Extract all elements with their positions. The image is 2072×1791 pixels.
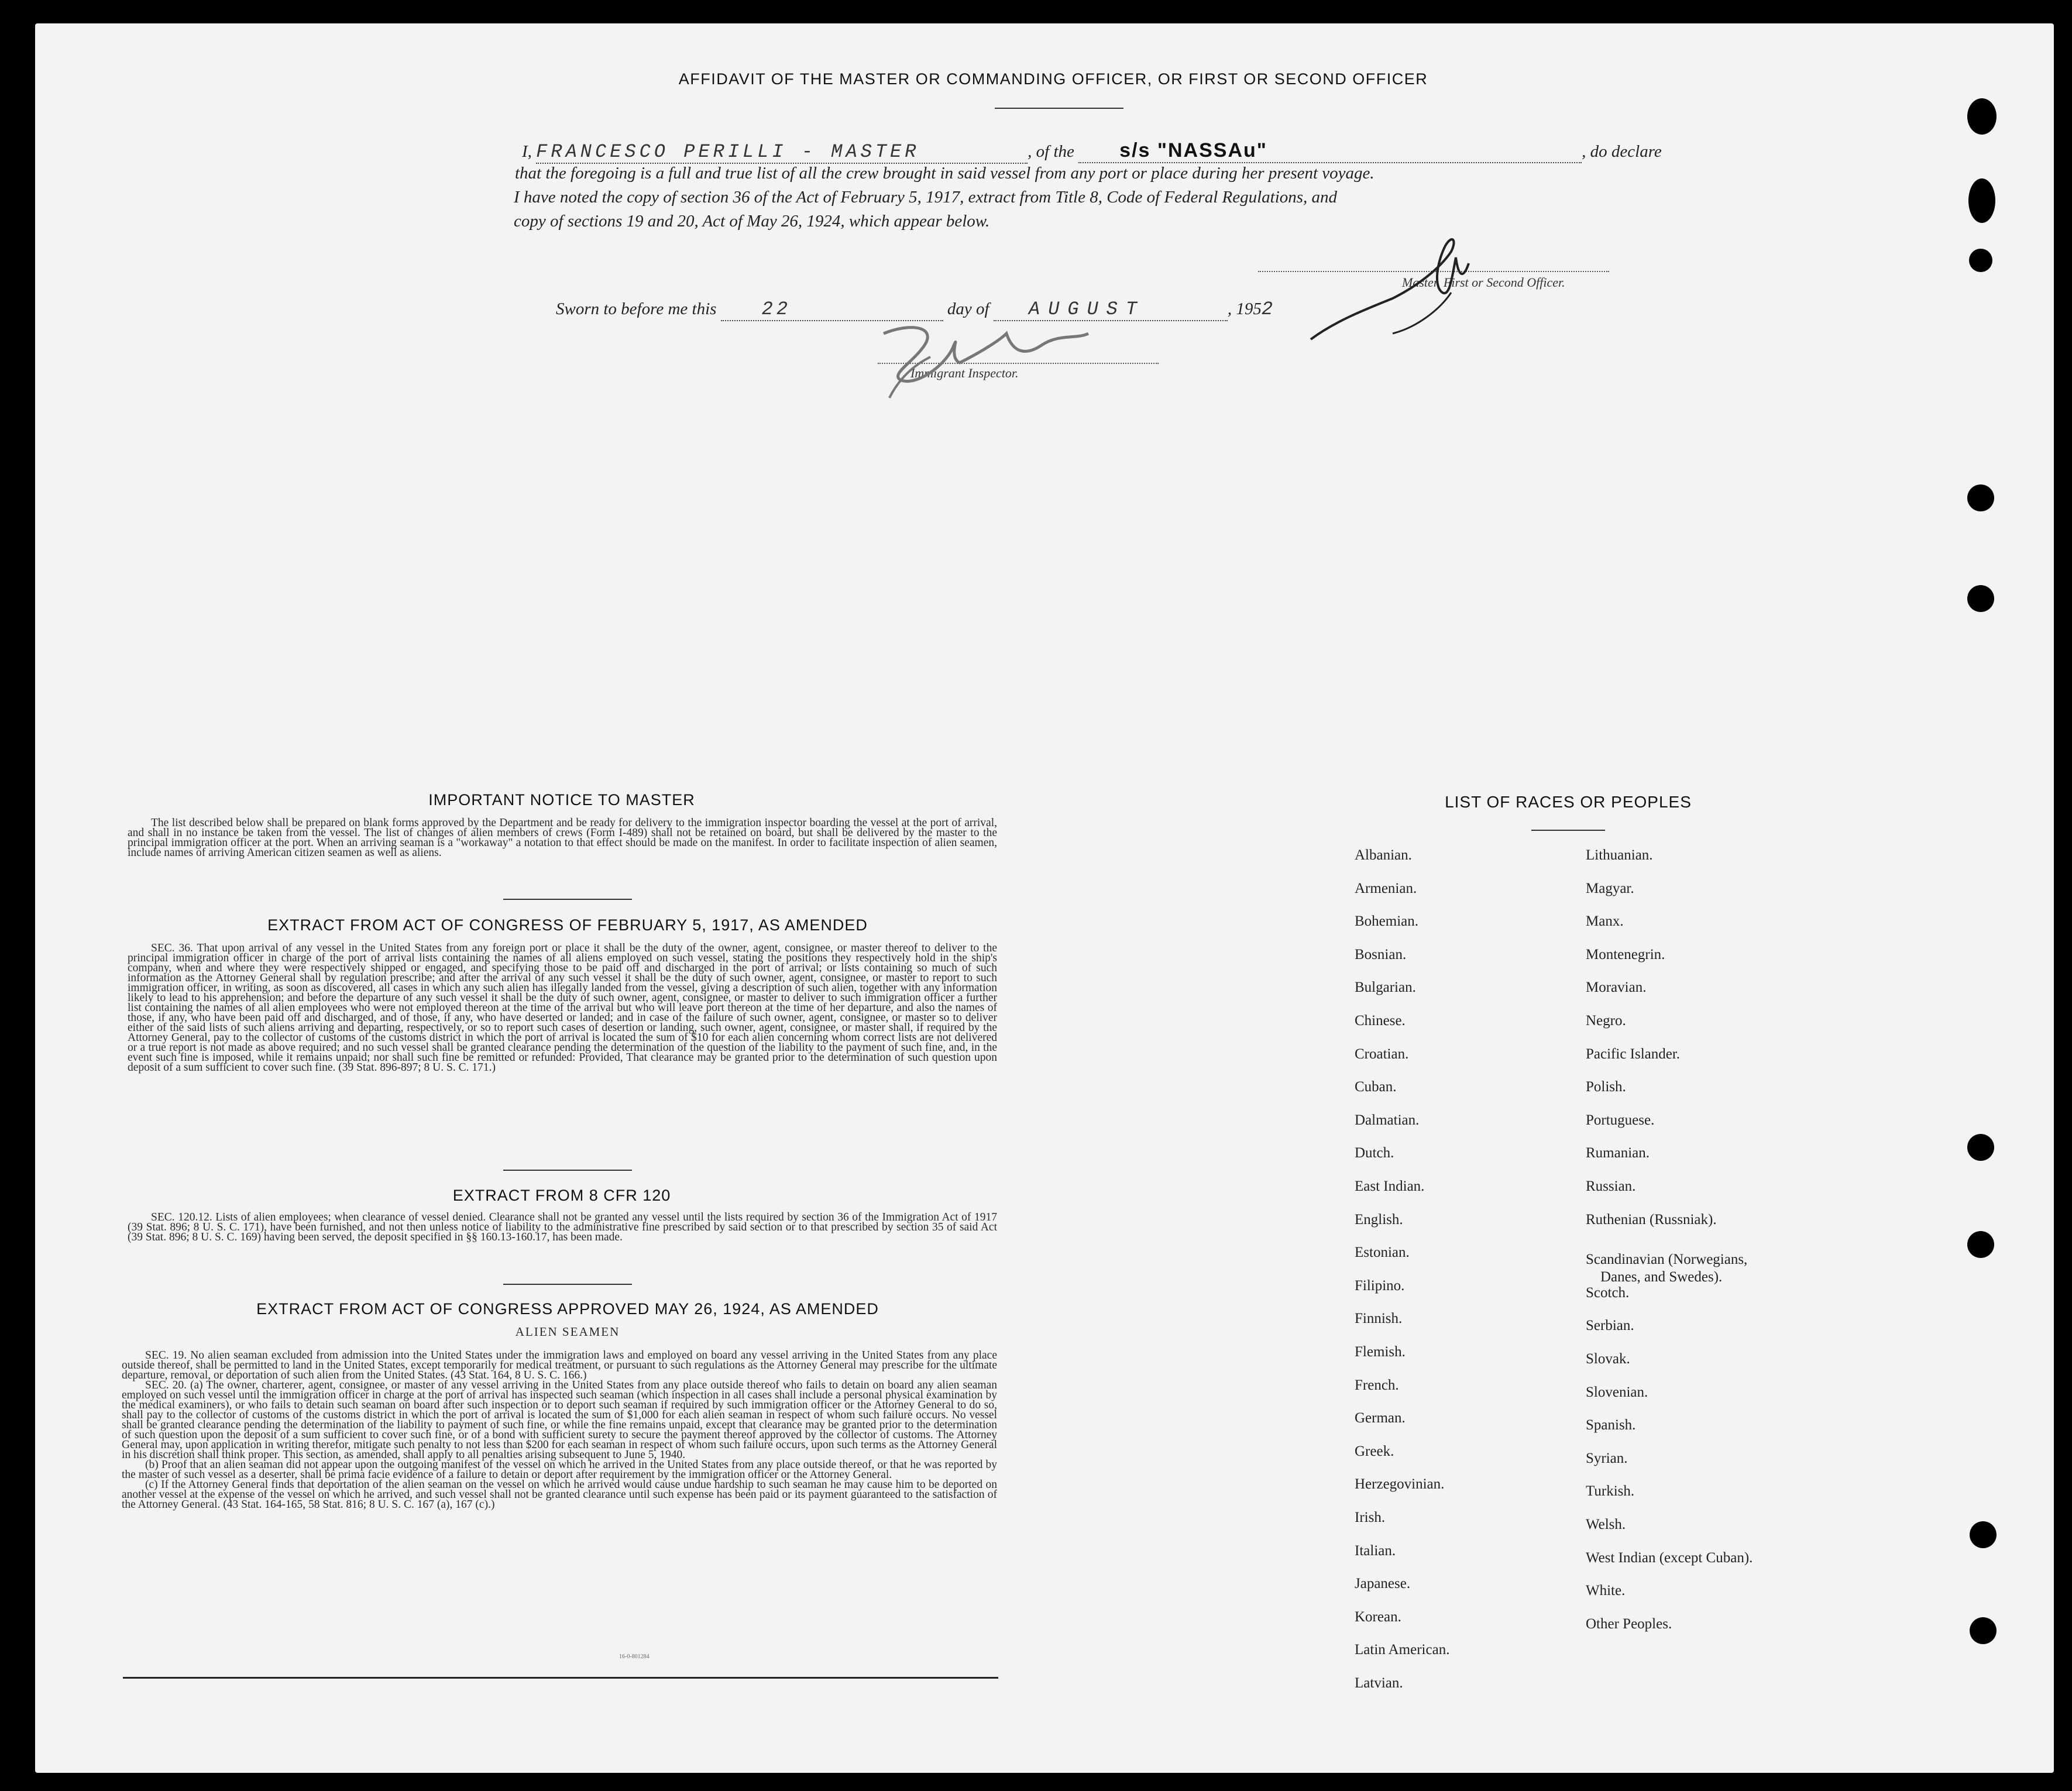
races-title: LIST OF RACES OR PEOPLES: [1445, 793, 1692, 811]
race-item: Slovenian.: [1586, 1384, 1648, 1400]
race-item: West Indian (except Cuban).: [1586, 1550, 1753, 1566]
inspector-label: Immigrant Inspector.: [910, 366, 1019, 380]
race-item: Manx.: [1586, 913, 1624, 929]
punch-hole: [1967, 1231, 1994, 1258]
punch-hole: [1969, 249, 1992, 272]
declaration-prefix: I,: [522, 142, 532, 161]
master-name-handwritten: FRANCESCO PERILLI - MASTER: [536, 141, 1028, 164]
year-prefix: , 195: [1227, 300, 1262, 318]
race-item: Scandinavian (Norwegians,: [1586, 1252, 1748, 1267]
race-item: Croatian.: [1355, 1046, 1409, 1062]
punch-hole: [1967, 98, 1997, 135]
punch-hole: [1967, 585, 1994, 612]
extract-1917-title: EXTRACT FROM ACT OF CONGRESS OF FEBRUARY 5, 1917, AS AMENDED: [267, 916, 868, 934]
race-item: White.: [1586, 1583, 1626, 1599]
master-signature-label: Master, First or Second Officer.: [1402, 275, 1565, 290]
race-item: Armenian.: [1355, 881, 1417, 896]
race-item: Slovak.: [1586, 1351, 1630, 1367]
race-item: Bulgarian.: [1355, 979, 1416, 995]
extract-1917-text: [128, 943, 997, 1072]
race-item: Greek.: [1355, 1443, 1394, 1459]
race-item: English.: [1355, 1212, 1403, 1228]
section-19-paragraph: SEC. 19. No alien seaman excluded from admission into the United States under the immigration laws and employed on board any vessel arriving in the United States from any place outside thereof, shall be permitted to land in the United States, except temporarily for medical treatment, or pursuant to such regulations as the Attorney General may prescribe for the ultimate departure, removal, or deportation of such alien from the United States. (43 Stat. 164, 8 U. S. C. 166.): [122, 1349, 997, 1381]
affidavit-line-4: copy of sections 19 and 20, Act of May 26, 1924, which appear below.: [514, 212, 990, 231]
race-item: Italian.: [1355, 1543, 1396, 1559]
divider: [503, 899, 632, 900]
notice-title: IMPORTANT NOTICE TO MASTER: [428, 791, 695, 809]
punch-hole: [1967, 484, 1994, 511]
sworn-year-digit: 2: [1261, 298, 1277, 320]
race-item: Russian.: [1586, 1178, 1636, 1194]
race-item: Bohemian.: [1355, 913, 1419, 929]
affidavit-title: AFFIDAVIT OF THE MASTER OR COMMANDING OFFICER, OR FIRST OR SECOND OFFICER: [678, 70, 1428, 88]
extract-1924-text: [122, 1350, 997, 1510]
bottom-rule: [123, 1677, 998, 1679]
race-item: German.: [1355, 1410, 1406, 1426]
of-the-text: , of the: [1028, 142, 1074, 161]
punch-hole: [1968, 178, 1995, 223]
vessel-name: s/s "NASSAu": [1119, 139, 1267, 161]
race-item: Dutch.: [1355, 1145, 1394, 1161]
race-item: Turkish.: [1586, 1483, 1635, 1499]
race-item: Magyar.: [1586, 881, 1634, 896]
race-item: Albanian.: [1355, 847, 1412, 863]
race-item: Bosnian.: [1355, 947, 1407, 962]
race-item: Korean.: [1355, 1609, 1401, 1625]
sworn-prefix: Sworn to before me this: [556, 300, 717, 318]
race-item: Estonian.: [1355, 1245, 1410, 1260]
day-of-text: day of: [947, 300, 989, 318]
race-item: Dalmatian.: [1355, 1112, 1420, 1128]
race-item: Pacific Islander.: [1586, 1046, 1681, 1062]
race-item: Cuban.: [1355, 1079, 1397, 1095]
notice-text: [128, 818, 997, 858]
race-item: Serbian.: [1586, 1318, 1634, 1333]
punch-hole: [1970, 1617, 1997, 1644]
race-item: Welsh.: [1586, 1517, 1626, 1532]
race-item: Latin American.: [1355, 1642, 1450, 1658]
race-item: Danes, and Swedes).: [1600, 1269, 1723, 1285]
divider: [995, 108, 1123, 109]
section-20a-paragraph: SEC. 20. (a) The owner, charterer, agent, consignee, or master of any vessel arriving in the United States from any place outside thereof who fails to detain on board any alien seaman employed on such vessel until the immigration officer in charge at the port of arrival has inspected such seaman (which inspection in all cases shall include a personal physical examination by the medical examiners), or who fails to detain such seaman on board after such inspection or to deport such seaman if required by such immigration officer or the Attorney General to do so, shall pay to the collector of customs of the customs district in which the port of arrival is located the sum of $1,000 for each alien seaman in respect of whom such failure occurs. No vessel shall be granted clearance pending the determination of the liability to payment of such fine, or while the fine remains unpaid, except that clearance may be granted prior to the determination of such question upon the deposit of a sum sufficient to cover such fine, or of a bond with sufficient surety to secure the payment thereof approved by the collector of customs. The Attorney General may, upon application in writing therefor, mitigate such penalty to not less than $200 for each seaman in respect of whom such failure occurs, upon such terms as the Attorney General in his discretion shall think proper. This section, as amended, shall apply to all penalties arising subsequent to June 5, 1940.: [122, 1379, 997, 1461]
punch-hole: [1970, 1521, 1997, 1548]
race-item: Herzegovinian.: [1355, 1476, 1445, 1492]
race-item: Filipino.: [1355, 1278, 1405, 1294]
race-item: French.: [1355, 1377, 1399, 1393]
race-item: Other Peoples.: [1586, 1616, 1672, 1632]
notice-paragraph: The list described below shall be prepared on blank forms approved by the Department and be ready for delivery to the immigration inspector boarding the vessel at the port of arrival, and shall in no instance be taken from the vessel. The list of changes of alien members of crews (Form I-489) shall not be retained on board, but shall be delivered by the master to the principal immigration officer at the port. When an arriving seaman is a "workaway" a notation to that effect should be made on the manifest. In order to facilitate inspection of alien seamen, include names of arriving American citizen seamen as well as aliens.: [128, 817, 997, 859]
divider: [503, 1284, 632, 1285]
affidavit-line-3: I have noted the copy of section 36 of the Act of February 5, 1917, extract from Title 8, Code of Federal Regulations, and: [514, 188, 1338, 207]
affidavit-declaration-line: [522, 139, 1662, 164]
race-item: Scotch.: [1586, 1285, 1630, 1301]
race-item: Rumanian.: [1586, 1145, 1650, 1161]
race-item: Ruthenian (Russniak).: [1586, 1212, 1717, 1228]
race-item: Flemish.: [1355, 1344, 1406, 1360]
inspector-signature: [866, 310, 1147, 404]
section-20c-paragraph: (c) If the Attorney General finds that deportation of the alien seaman on the vessel on which he arrived would cause undue hardship to such seaman he may cause him to be deported on another vessel at the expense of the vessel on which he arrived, and such vessel shall not be granted clearance until such expense has been paid or its payment guaranteed to the satisfaction of the Attorney General. (43 Stat. 164-165, 58 Stat. 816; 8 U. S. C. 167 (a), 167 (c).): [122, 1479, 997, 1511]
race-item: East Indian.: [1355, 1178, 1425, 1194]
section-20b-paragraph: (b) Proof that an alien seaman did not appear upon the outgoing manifest of the vessel on which he arrived in the United States from any place outside thereof, or that he was reported by the master of such vessel as a deserter, shall be prima facie evidence of a failure to detain or deport after requirement by the immigration officer or the Attorney General.: [122, 1459, 997, 1481]
race-item: Montenegrin.: [1586, 947, 1665, 962]
master-signature: [1299, 222, 1510, 357]
section-120-12-paragraph: SEC. 120.12. Lists of alien employees; when clearance of vessel denied. Clearance shall not be granted any vessel until the lists required by section 36 of the Immigration Act of 1917 (39 Stat. 896; 8 U. S. C. 171), have been furnished, and not then unless notice of liability to the administrative fine prescribed by said section or to that prescribed by section 35 of said Act (39 Stat. 896; 8 U. S. C. 169) having been served, the deposit specified in §§ 160.13-160.17, has been made.: [128, 1211, 997, 1243]
race-item: Latvian.: [1355, 1675, 1403, 1691]
sworn-day: 22: [761, 298, 792, 320]
section-36-paragraph: SEC. 36. That upon arrival of any vessel in the United States from any foreign port or place it shall be the duty of the owner, agent, consignee, or master thereof to deliver to the principal immigration officer in charge of the port of arrival lists containing the names of all aliens employed on such vessel, stating the positions they respectively hold in the ship's company, when and where they were respectively shipped or engaged, and specifying those to be paid off and discharged in the port of arrival; or lists containing so much of such information as the Attorney General shall by regulation prescribe; and after the arrival of any such vessel it shall be the duty of such owner, agent, consignee, or master to report to such immigration officer, in writing, as soon as discovered, all cases in which any such alien has illegally landed from the vessel, giving a description of such alien, together with any information likely to lead to his apprehension; and before the departure of any such vessel it shall be the duty of such owner, agent, consignee, or master to deliver to such immigration officer a further list containing the names of all alien employees who were not employed thereon at the time of the arrival but who will leave port thereon at the time of her departure, and also the names of those, if any, who have been paid off and discharged, and of those, if any, who have deserted or landed; and in case of the failure of such owner, agent, consignee, or master so to deliver either of the said lists of such aliens arriving and departing, respectively, or so to report such cases of desertion or landing, such owner, agent, consignee, or master shall, if required by the Attorney General, pay to the collector of customs of the customs district in which the port of arrival is located the sum of $10 for each alien concerning whom correct lists are not delivered or a true report is not made as above required; and no such vessel shall be granted clearance pending the determination of the question of the liability to the payment of such fine, and, in the event such fine is imposed, while it remains unpaid; nor shall such fine be remitted or refunded: Provided, That clearance may be granted prior to the determination of such question upon deposit of a sum sufficient to cover such fine. (39 Stat. 896-897; 8 U. S. C. 171.): [128, 942, 997, 1074]
alien-seamen-subtitle: ALIEN SEAMEN: [515, 1325, 620, 1339]
race-item: Finnish.: [1355, 1311, 1403, 1326]
race-item: Chinese.: [1355, 1013, 1406, 1029]
race-item: Lithuanian.: [1586, 847, 1653, 863]
extract-cfr-title: EXTRACT FROM 8 CFR 120: [452, 1187, 671, 1204]
race-item: Japanese.: [1355, 1576, 1411, 1591]
race-item: Portuguese.: [1586, 1112, 1655, 1128]
punch-hole: [1967, 1134, 1994, 1161]
race-item: Polish.: [1586, 1079, 1626, 1095]
race-item: Spanish.: [1586, 1417, 1636, 1433]
race-item: Negro.: [1586, 1013, 1626, 1029]
extract-cfr-text: [128, 1212, 997, 1242]
sworn-month: AUGUST: [1028, 298, 1146, 320]
race-item: Syrian.: [1586, 1450, 1628, 1466]
divider: [503, 1170, 632, 1171]
declaration-suffix: , do declare: [1582, 142, 1662, 161]
race-item: Irish.: [1355, 1510, 1386, 1525]
race-item: Moravian.: [1586, 979, 1647, 995]
form-number: 16-0-801284: [619, 1654, 650, 1660]
divider: [1531, 830, 1605, 831]
affidavit-line-2: that the foregoing is a full and true list of all the crew brought in said vessel from any port or place during her present voyage.: [515, 164, 1375, 183]
extract-1924-title: EXTRACT FROM ACT OF CONGRESS APPROVED MAY 26, 1924, AS AMENDED: [256, 1300, 879, 1318]
